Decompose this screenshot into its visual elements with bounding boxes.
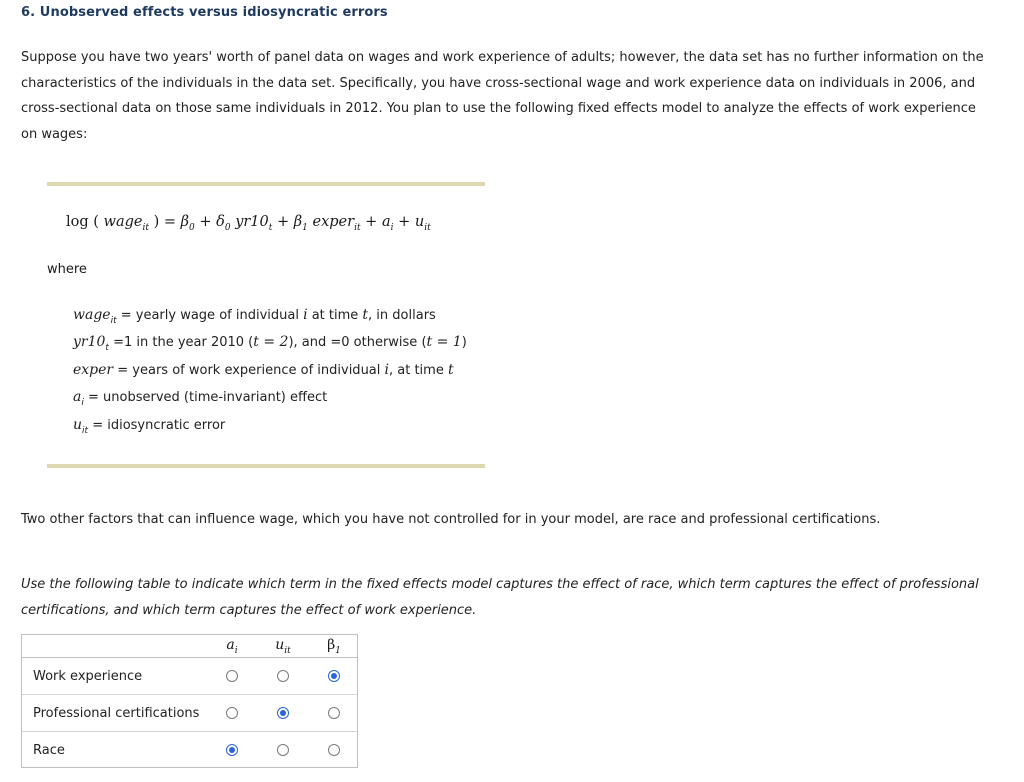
instruction-paragraph: Use the following table to indicate which term in the fixed effects model captures the effect of race, which term captures the effect of professional certifications, and which term captures the effect of work experience.	[21, 577, 979, 618]
model-equation: log ( wage$_{it}$ ) = $\beta_0 + \delta_0$ $yr10_t + \beta_1$ exper$_{it}$ + $a_i + u_{it}$	[66, 214, 431, 233]
intro-paragraph: Suppose you have two years' worth of panel data on wages and work experience of adults; however, the data set has no further information on the characteristics of the individuals in the data set. Specifically, you have cross-sectional wage and work experience data on individuals in 2006, and cross-sectional data on those same individuals in 2012. You plan to use the following fixed effects model to analyze the effects of work experience on wages:	[21, 50, 984, 142]
top-divider	[47, 182, 485, 186]
column-header-u: $u_{it}$	[275, 637, 291, 656]
row-label-professional-certifications: Professional certifications	[33, 706, 200, 721]
column-header-a: $a_i$	[226, 637, 238, 656]
radio-race-beta[interactable]	[328, 744, 340, 756]
row-divider	[22, 731, 357, 732]
definition-a: $a_i$ = unobserved (time-invariant) effect	[73, 389, 328, 408]
radio-race-a[interactable]	[226, 744, 238, 756]
definition-wage: wage$_{it}$ = yearly wage of individual i at time t, in dollars	[73, 307, 436, 326]
bottom-divider	[47, 464, 485, 468]
row-label-race: Race	[33, 743, 65, 758]
radio-certifications-beta[interactable]	[328, 707, 340, 719]
radio-certifications-u[interactable]	[277, 707, 289, 719]
radio-work-experience-beta[interactable]	[328, 670, 340, 682]
definition-u: $u_{it}$ = idiosyncratic error	[73, 417, 226, 436]
column-header-beta: $\beta_1$	[327, 637, 341, 656]
where-label: where	[47, 262, 87, 277]
definition-exper: exper = years of work experience of individual i, at time t	[73, 362, 454, 378]
question-title: 6. Unobserved effects versus idiosyncratic errors	[21, 5, 388, 20]
note-paragraph: Two other factors that can influence wage, which you have not controlled for in your model, are race and professional certifications.	[21, 512, 881, 527]
row-label-work-experience: Work experience	[33, 669, 143, 684]
row-divider	[22, 694, 357, 695]
radio-work-experience-a[interactable]	[226, 670, 238, 682]
radio-race-u[interactable]	[277, 744, 289, 756]
radio-certifications-a[interactable]	[226, 707, 238, 719]
header-divider	[22, 657, 357, 658]
radio-work-experience-u[interactable]	[277, 670, 289, 682]
answer-table	[21, 634, 358, 768]
definition-yr10: $yr10_t =1$ in the year 2010 (t = 2), and =0 otherwise (t = 1)	[73, 334, 467, 353]
